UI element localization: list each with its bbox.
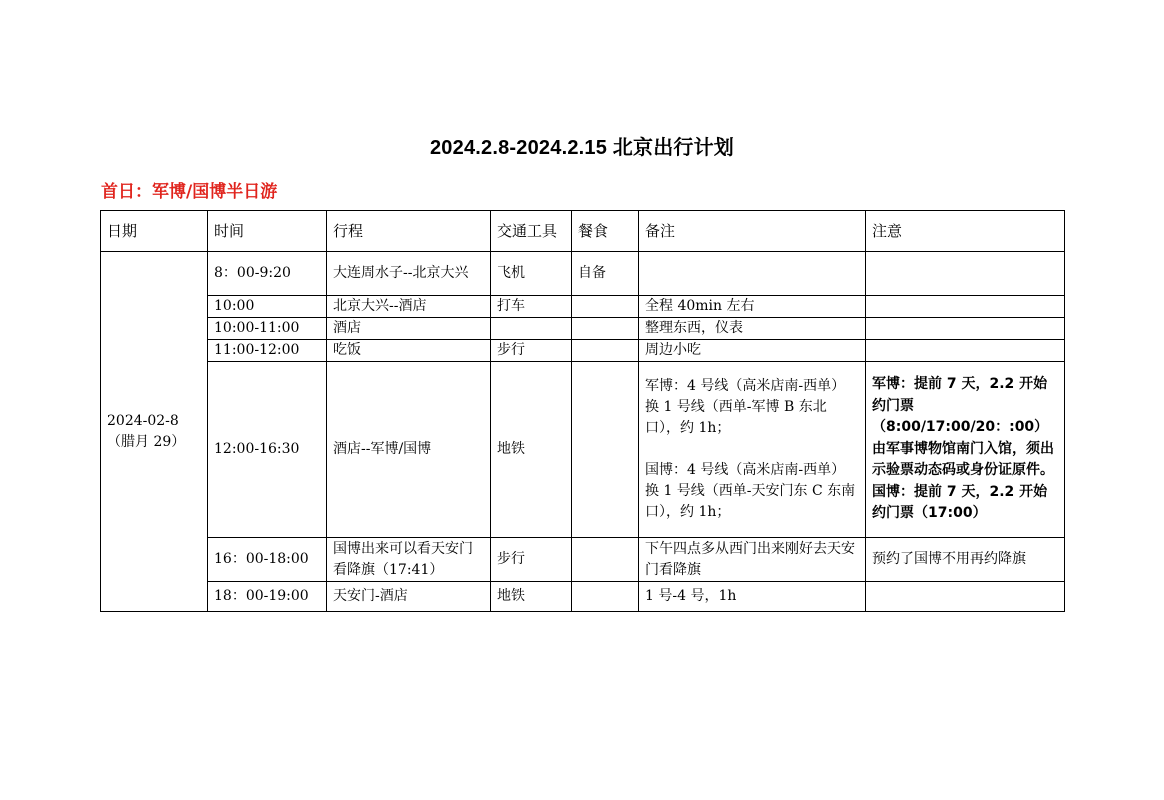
meal-cell: 自备 — [572, 252, 639, 296]
meal-cell — [572, 362, 639, 538]
notes-national-museum: 国博：4 号线（高米店南-西单）换 1 号线（西单-天安门东 C 东南口），约 1h； — [645, 462, 856, 520]
route-cell: 酒店--军博/国博 — [327, 362, 491, 538]
route-cell: 国博出来可以看天安门看降旗（17:41） — [327, 538, 491, 582]
header-meal: 餐食 — [572, 211, 639, 252]
attention-cell — [866, 582, 1065, 612]
table-row — [101, 296, 1065, 318]
document-title: 2024.2.8-2024.2.15 北京出行计划 — [429, 137, 735, 159]
transport-cell: 飞机 — [491, 252, 572, 296]
time-cell: 10:00-11:00 — [208, 318, 327, 340]
attention-cell — [866, 296, 1065, 318]
attention-national-museum: 国博：提前 7 天，2.2 开始约门票（17:00） — [872, 483, 1048, 522]
header-transport: 交通工具 — [491, 211, 572, 252]
notes-cell — [639, 362, 866, 538]
route-cell: 天安门-酒店 — [327, 582, 491, 612]
meal-cell — [572, 318, 639, 340]
route-cell: 吃饭 — [327, 340, 491, 362]
notes-cell: 下午四点多从西门出来刚好去天安门看降旗 — [639, 538, 866, 582]
transport-cell: 步行 — [491, 538, 572, 582]
meal-cell — [572, 340, 639, 362]
notes-cell: 周边小吃 — [639, 340, 866, 362]
route-cell: 大连周水子--北京大兴 — [327, 252, 491, 296]
table-row — [101, 340, 1065, 362]
notes-cell: 1 号-4 号，1h — [639, 582, 866, 612]
header-date: 日期 — [101, 211, 208, 252]
time-cell: 11:00-12:00 — [208, 340, 327, 362]
time-cell: 10:00 — [208, 296, 327, 318]
meal-cell — [572, 296, 639, 318]
table-row — [101, 362, 1065, 538]
table-header-row — [101, 211, 1065, 252]
attention-cell — [866, 318, 1065, 340]
route-cell: 酒店 — [327, 318, 491, 340]
transport-cell: 地铁 — [491, 362, 572, 538]
time-cell: 12:00-16:30 — [208, 362, 327, 538]
time-cell: 8：00-9:20 — [208, 252, 327, 296]
meal-cell — [572, 582, 639, 612]
attention-cell: 预约了国博不用再约降旗 — [866, 538, 1065, 582]
attention-cell — [866, 362, 1065, 538]
transport-cell: 步行 — [491, 340, 572, 362]
lunar-date: （腊月 29） — [107, 433, 186, 450]
date-value: 2024-02-8 — [107, 412, 179, 429]
date-cell — [101, 252, 208, 612]
time-cell: 16：00-18:00 — [208, 538, 327, 582]
notes-spacer — [645, 439, 859, 460]
table-row — [101, 318, 1065, 340]
notes-cell — [639, 252, 866, 296]
notes-cell: 整理东西，仪表 — [639, 318, 866, 340]
transport-cell: 打车 — [491, 296, 572, 318]
header-notes: 备注 — [639, 211, 866, 252]
notes-military-museum: 军博：4 号线（高米店南-西单）换 1 号线（西单-军博 B 东北口），约 1h； — [645, 378, 846, 436]
header-route: 行程 — [327, 211, 491, 252]
table-row — [101, 582, 1065, 612]
table-row — [101, 252, 1065, 296]
table-row — [101, 538, 1065, 582]
transport-cell — [491, 318, 572, 340]
attention-cell — [866, 340, 1065, 362]
header-time: 时间 — [208, 211, 327, 252]
attention-cell — [866, 252, 1065, 296]
header-attention: 注意 — [866, 211, 1065, 252]
attention-military-museum: 军博：提前 7 天，2.2 开始约门票（8:00/17:00/20：:00）由军事博物馆南门入馆，须出示验票动态码或身份证原件。 — [872, 376, 1054, 479]
transport-cell: 地铁 — [491, 582, 572, 612]
time-cell: 18：00-19:00 — [208, 582, 327, 612]
meal-cell — [572, 538, 639, 582]
notes-cell: 全程 40min 左右 — [639, 296, 866, 318]
itinerary-table — [100, 210, 1065, 612]
route-cell: 北京大兴--酒店 — [327, 296, 491, 318]
section-title: 首日：军博/国博半日游 — [101, 182, 278, 202]
